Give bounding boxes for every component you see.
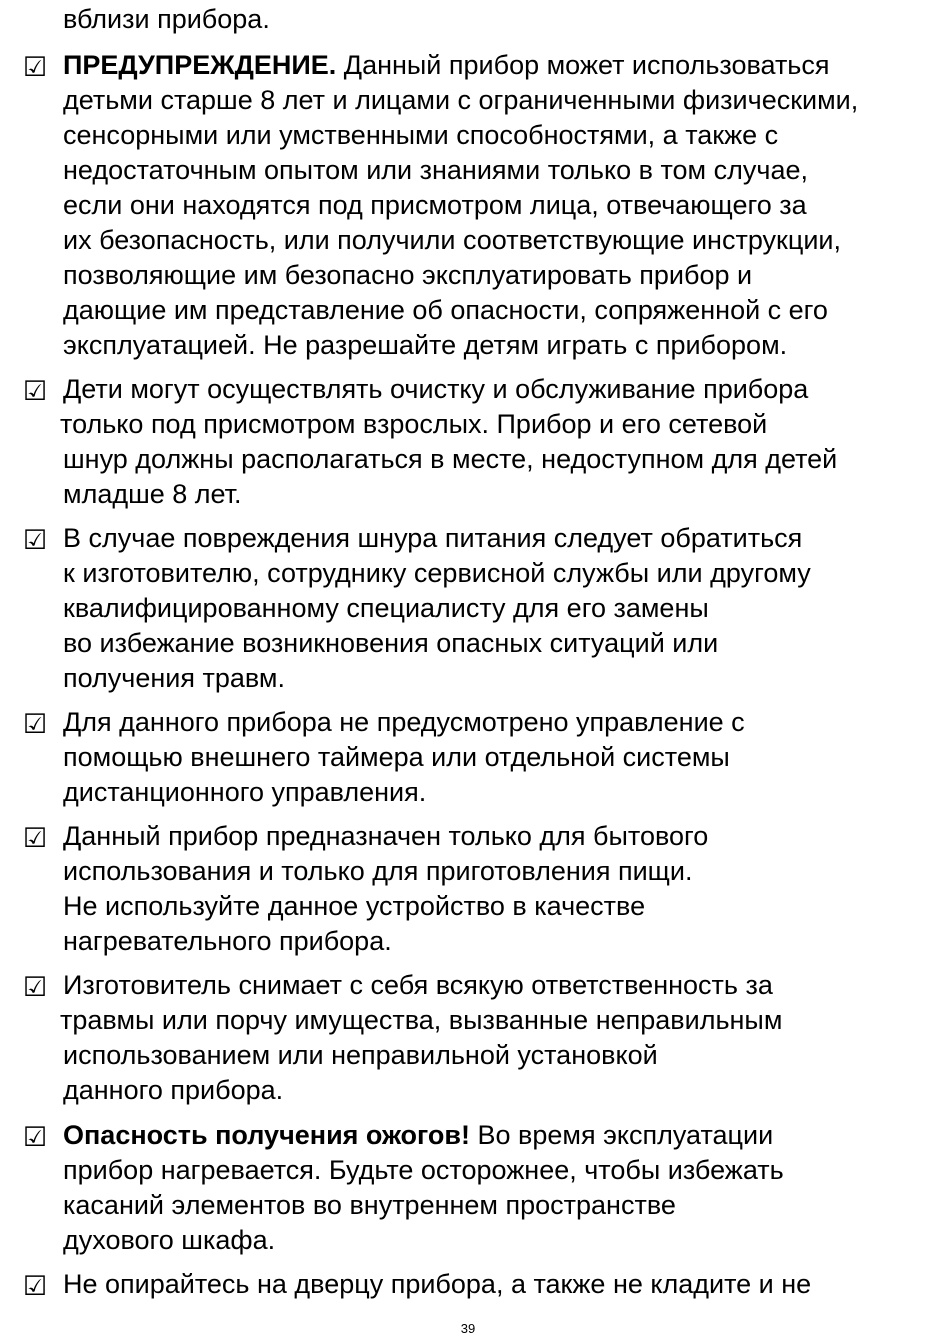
list-item-line: Не опирайтесь на дверцу прибора, а также не кладите и не — [63, 1269, 812, 1299]
list-item-line: касаний элементов во внутреннем пространстве — [63, 1190, 676, 1220]
list-item-line: Данный прибор предназначен только для бытового — [63, 821, 709, 851]
continued-text: вблизи прибора. — [63, 4, 270, 34]
list-item-line: дающие им представление об опасности, сопряженной с его — [63, 295, 828, 325]
list-item-line: эксплуатацией. Не разрешайте детям играть с прибором. — [63, 330, 788, 360]
warning-label: ПРЕДУПРЕЖДЕНИЕ. — [63, 50, 337, 80]
checkbox-icon: ☑ — [22, 1122, 48, 1152]
list-item-line: сенсорными или умственными способностями, а также с — [63, 120, 779, 150]
checkbox-icon: ☑ — [22, 972, 48, 1002]
list-item-line: В случае повреждения шнура питания следует обратиться — [63, 523, 803, 553]
list-item-line: к изготовителю, сотруднику сервисной службы или другому — [63, 558, 811, 588]
checkbox-icon: ☑ — [22, 1271, 48, 1301]
checkbox-icon: ☑ — [22, 52, 48, 82]
list-item-line: младше 8 лет. — [63, 479, 242, 509]
list-item-line: использованием или неправильной установкой — [63, 1040, 658, 1070]
list-item-line: Изготовитель снимает с себя всякую ответственность за — [63, 970, 773, 1000]
list-item-line: если они находятся под присмотром лица, отвечающего за — [63, 190, 807, 220]
list-item-line: только под присмотром взрослых. Прибор и его сетевой — [60, 409, 768, 439]
list-item-line: шнур должны располагаться в месте, недоступном для детей — [63, 444, 838, 474]
list-item-line: недостаточным опытом или знаниями только в том случае, — [63, 155, 808, 185]
checkbox-icon: ☑ — [22, 376, 48, 406]
list-item-line: духового шкафа. — [63, 1225, 276, 1255]
list-item-line: использования и только для приготовления пищи. — [63, 856, 693, 886]
list-item-line: Опасность получения ожогов! Во время эксплуатации — [63, 1120, 774, 1150]
burn-warning-label: Опасность получения ожогов! — [63, 1120, 470, 1150]
list-item-line: позволяющие им безопасно эксплуатировать прибор и — [63, 260, 753, 290]
checkbox-icon: ☑ — [22, 525, 48, 555]
list-item-line: Для данного прибора не предусмотрено управление с — [63, 707, 745, 737]
list-item-line: их безопасность, или получили соответствующие инструкции, — [63, 225, 841, 255]
list-item-line: детьми старше 8 лет и лицами с ограниченными физическими, — [63, 85, 859, 115]
page-number: 39 — [460, 1321, 476, 1336]
list-item-line: Не используйте данное устройство в качестве — [63, 891, 646, 921]
list-item-line: травмы или порчу имущества, вызванные неправильным — [60, 1005, 783, 1035]
list-item-line: во избежание возникновения опасных ситуаций или — [63, 628, 719, 658]
list-item-line: данного прибора. — [63, 1075, 284, 1105]
list-item-line: квалифицированному специалисту для его замены — [63, 593, 709, 623]
checkbox-icon: ☑ — [22, 709, 48, 739]
list-item-line: дистанционного управления. — [63, 777, 427, 807]
list-item-line: Дети могут осуществлять очистку и обслуживание прибора — [63, 374, 809, 404]
list-item-line: нагревательного прибора. — [63, 926, 392, 956]
list-item-line: ПРЕДУПРЕЖДЕНИЕ. Данный прибор может использоваться — [63, 50, 830, 80]
list-item-line: получения травм. — [63, 663, 285, 693]
checkbox-icon: ☑ — [22, 823, 48, 853]
list-item-line: помощью внешнего таймера или отдельной системы — [63, 742, 730, 772]
list-item-line: прибор нагревается. Будьте осторожнее, чтобы избежать — [63, 1155, 784, 1185]
